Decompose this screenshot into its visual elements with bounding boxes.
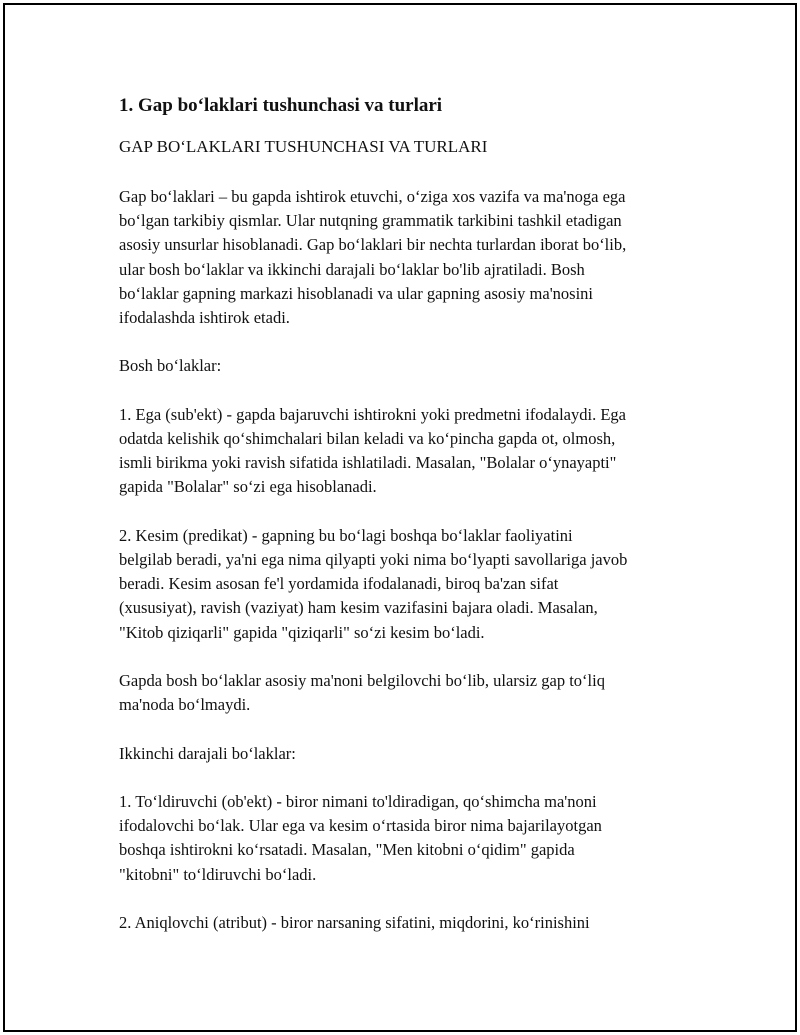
paragraph-spacer bbox=[119, 645, 699, 669]
paragraph-line: 1. Ega (sub'ekt) - gapda bajaruvchi ishtirokni yoki predmetni ifodalaydi. Ega bbox=[119, 404, 626, 424]
paragraph-spacer bbox=[119, 766, 699, 790]
paragraph-line: ular bosh bo‘laklar va ikkinchi darajali bo‘laklar bo'lib ajratiladi. Bosh bbox=[119, 259, 585, 279]
document-heading: 1. Gap bo‘laklari tushunchasi va turlari bbox=[119, 95, 443, 116]
paragraph-line: ifodalashda ishtirok etadi. bbox=[119, 308, 290, 328]
paragraph-line: bo‘lgan tarkibiy qismlar. Ular nutqning grammatik tarkibini tashkil etadigan bbox=[119, 211, 622, 231]
paragraph bbox=[119, 669, 699, 717]
paragraph-line: (xususiyat), ravish (vaziyat) ham kesim vazifasini bajara oladi. Masalan, bbox=[119, 598, 598, 618]
paragraph-line: Gap bo‘laklari – bu gapda ishtirok etuvchi, o‘ziga xos vazifa va ma'noga ega bbox=[119, 187, 626, 206]
paragraph-spacer bbox=[119, 330, 699, 354]
paragraph bbox=[119, 185, 699, 330]
paragraph-line: ma'noda bo‘lmaydi. bbox=[119, 695, 251, 715]
paragraph-list bbox=[119, 185, 699, 935]
paragraph-line: 1. To‘ldiruvchi (ob'ekt) - biror nimani to'ldiradigan, qo‘shimcha ma'noni bbox=[119, 791, 597, 811]
paragraph-line: Gapda bosh bo‘laklar asosiy ma'noni belgilovchi bo‘lib, ularsiz gap to‘liq bbox=[119, 671, 605, 690]
paragraph-line: belgilab beradi, ya'ni ega nima qilyapti yoki nima bo‘lyapti savollariga javob bbox=[119, 550, 628, 569]
paragraph-line: asosiy unsurlar hisoblanadi. Gap bo‘laklari bir nechta turlardan iborat bo‘lib, bbox=[119, 235, 627, 255]
paragraph-line: 2. Aniqlovchi (atribut) - biror narsaning sifatini, miqdorini, ko‘rinishini bbox=[119, 912, 590, 932]
paragraph bbox=[119, 354, 699, 378]
paragraph-line: ifodalovchi bo‘lak. Ular ega va kesim o‘rtasida biror nima bajarilayotgan bbox=[119, 816, 602, 836]
paragraph-line: 2. Kesim (predikat) - gapning bu bo‘lagi boshqa bo‘laklar faoliyatini bbox=[119, 525, 573, 545]
paragraph-line: bo‘laklar gapning markazi hisoblanadi va ular gapning asosiy ma'nosini bbox=[119, 283, 594, 303]
document-body bbox=[119, 93, 699, 935]
paragraph bbox=[119, 911, 699, 935]
paragraph-spacer bbox=[119, 887, 699, 911]
document-subheading: GAP BO‘LAKLARI TUSHUNCHASI VA TURLARI bbox=[119, 137, 488, 156]
paragraph-line: "Kitob qiziqarli" gapida "qiziqarli" so‘zi kesim bo‘ladi. bbox=[119, 622, 485, 642]
paragraph-spacer bbox=[119, 717, 699, 741]
paragraph-line: odatda kelishik qo‘shimchalari bilan keladi va ko‘pincha gapda ot, olmosh, bbox=[119, 429, 616, 448]
paragraph-line: "kitobni" to‘ldiruvchi bo‘ladi. bbox=[119, 864, 317, 884]
paragraph-line: gapida "Bolalar" so‘zi ega hisoblanadi. bbox=[119, 477, 377, 497]
paragraph bbox=[119, 742, 699, 766]
paragraph-line: Ikkinchi darajali bo‘laklar: bbox=[119, 743, 296, 763]
paragraph-line: boshqa ishtirokni ko‘rsatadi. Masalan, "Men kitobni o‘qidim" gapida bbox=[119, 840, 575, 860]
paragraph-line: beradi. Kesim asosan fe'l yordamida ifodalanadi, biroq ba'zan sifat bbox=[119, 574, 559, 594]
paragraph-line: ismli birikma yoki ravish sifatida ishlatiladi. Masalan, "Bolalar o‘ynayapti" bbox=[119, 453, 617, 473]
paragraph-line: Bosh bo‘laklar: bbox=[119, 356, 222, 376]
paragraph bbox=[119, 524, 699, 645]
page-frame bbox=[3, 3, 797, 1032]
paragraph-spacer bbox=[119, 379, 699, 403]
paragraph bbox=[119, 403, 699, 500]
paragraph-spacer bbox=[119, 500, 699, 524]
paragraph bbox=[119, 790, 699, 887]
